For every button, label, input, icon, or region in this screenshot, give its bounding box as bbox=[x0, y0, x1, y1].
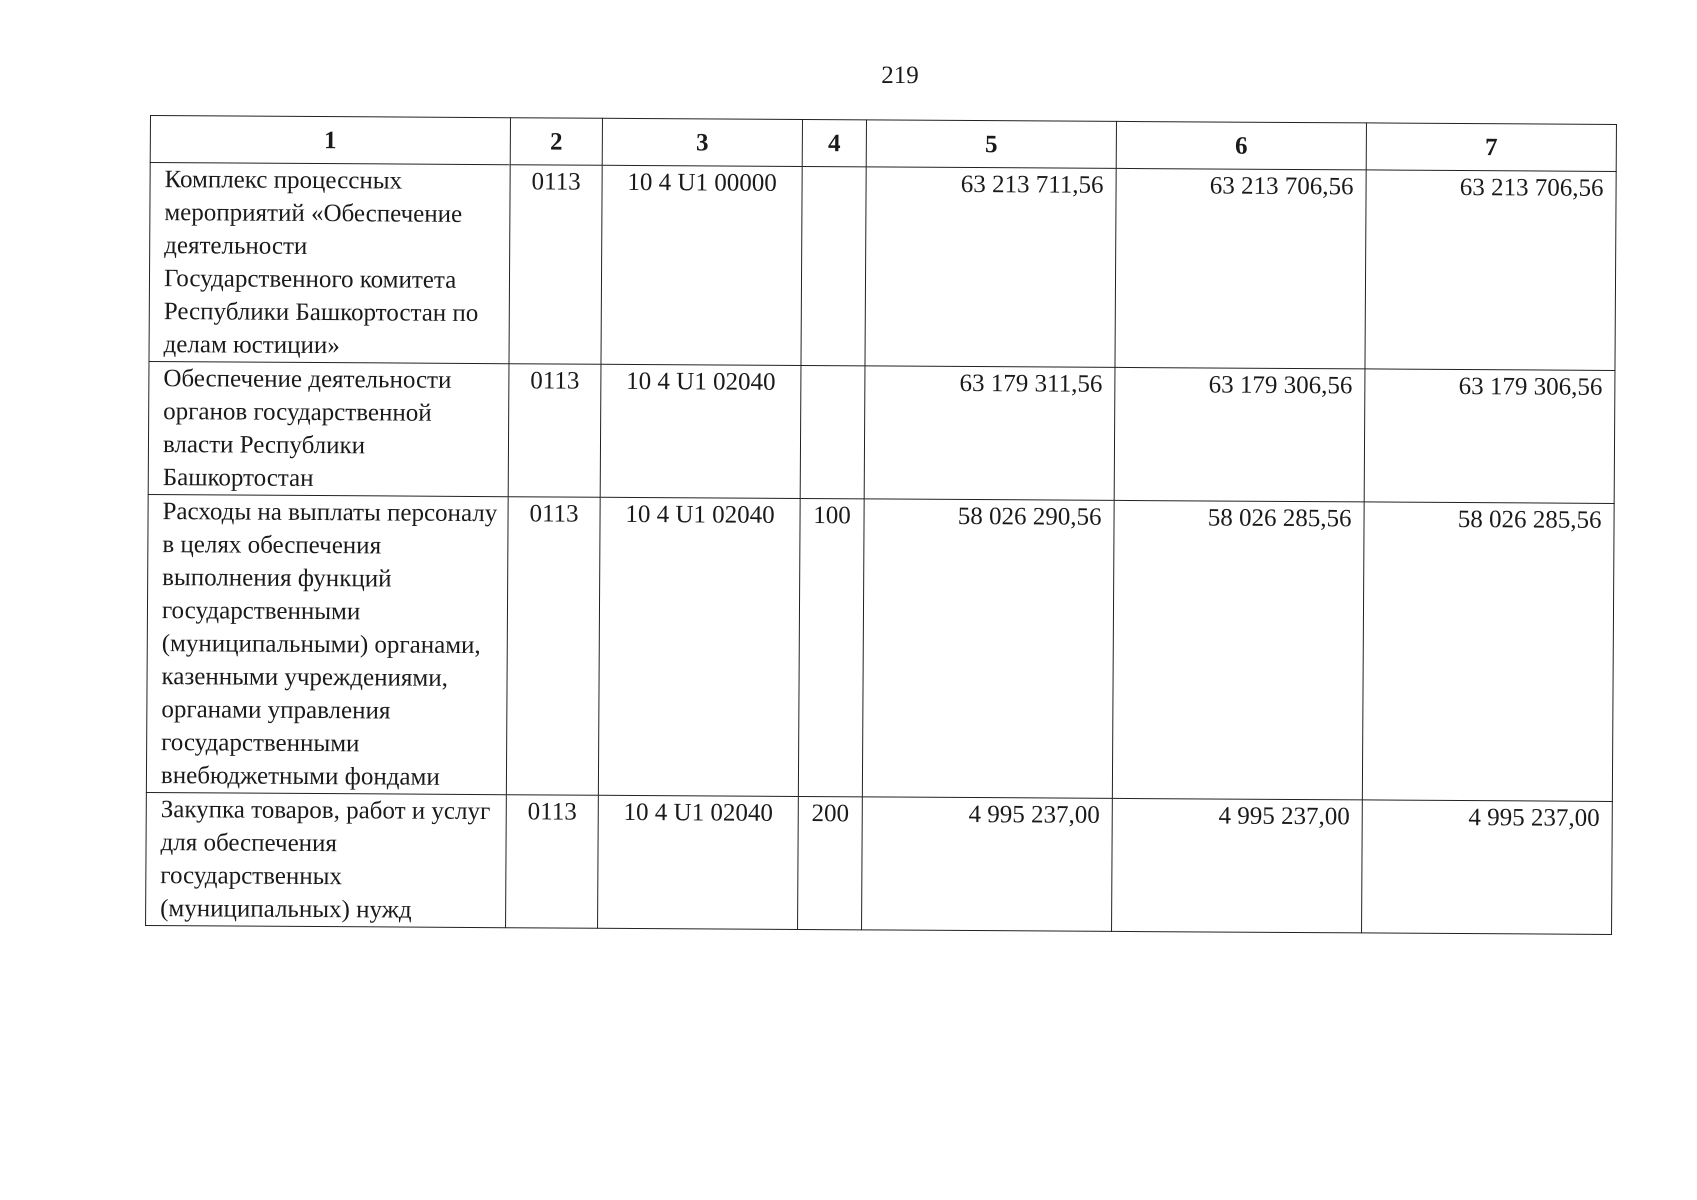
row-name: Обеспечение деятельности органов государственной власти Республики Башкортостан bbox=[148, 361, 509, 496]
table-row bbox=[146, 792, 1613, 934]
row-name: Расходы на выплаты персоналу в целях обеспечения выполнения функций государственными (муниципальными) органами, казенными учреждениями, органами управления государственными внебюджетными фондами bbox=[146, 494, 508, 794]
row-amount-5: 63 213 711,56 bbox=[865, 167, 1116, 368]
table-row bbox=[149, 163, 1616, 371]
row-target-code: 10 4 U1 02040 bbox=[598, 795, 799, 929]
row-amount-5: 4 995 237,00 bbox=[862, 797, 1113, 932]
table-row bbox=[146, 494, 1614, 801]
row-amount-7: 58 026 285,56 bbox=[1362, 502, 1614, 802]
table-row bbox=[148, 361, 1615, 503]
page-number: 219 bbox=[881, 62, 919, 89]
row-section: 0113 bbox=[506, 497, 600, 796]
row-amount-7: 63 179 306,56 bbox=[1364, 369, 1615, 504]
row-section: 0113 bbox=[506, 795, 599, 929]
budget-table bbox=[145, 115, 1617, 935]
row-amount-5: 58 026 290,56 bbox=[862, 499, 1114, 799]
row-section: 0113 bbox=[508, 364, 601, 498]
row-amount-6: 63 179 306,56 bbox=[1114, 367, 1365, 502]
column-header-2: 2 bbox=[510, 118, 602, 166]
row-name: Комплекс процессных мероприятий «Обеспечение деятельности Государственного комитета Республики Башкортостан по делам юстиции» bbox=[149, 163, 510, 364]
column-header-4: 4 bbox=[802, 119, 866, 166]
column-header-1: 1 bbox=[150, 116, 510, 165]
row-name: Закупка товаров, работ и услуг для обеспечения государственных (муниципальных) нужд bbox=[146, 792, 507, 927]
row-section: 0113 bbox=[509, 165, 602, 365]
row-amount-5: 63 179 311,56 bbox=[864, 366, 1115, 501]
row-target-code: 10 4 U1 02040 bbox=[600, 364, 801, 498]
column-header-3: 3 bbox=[602, 118, 802, 166]
row-target-code: 10 4 U1 02040 bbox=[598, 497, 800, 796]
column-header-6: 6 bbox=[1116, 121, 1366, 170]
row-expense-type: 200 bbox=[798, 796, 863, 929]
row-amount-6: 63 213 706,56 bbox=[1115, 168, 1366, 369]
row-amount-7: 4 995 237,00 bbox=[1362, 800, 1613, 935]
row-expense-type: 100 bbox=[798, 498, 864, 796]
row-expense-type bbox=[801, 166, 866, 365]
row-amount-6: 4 995 237,00 bbox=[1112, 798, 1363, 933]
row-target-code: 10 4 U1 00000 bbox=[601, 165, 802, 365]
row-amount-6: 58 026 285,56 bbox=[1112, 500, 1364, 800]
column-header-7: 7 bbox=[1366, 123, 1616, 172]
row-amount-7: 63 213 706,56 bbox=[1365, 170, 1616, 371]
column-header-5: 5 bbox=[866, 120, 1116, 169]
row-expense-type bbox=[800, 365, 865, 498]
